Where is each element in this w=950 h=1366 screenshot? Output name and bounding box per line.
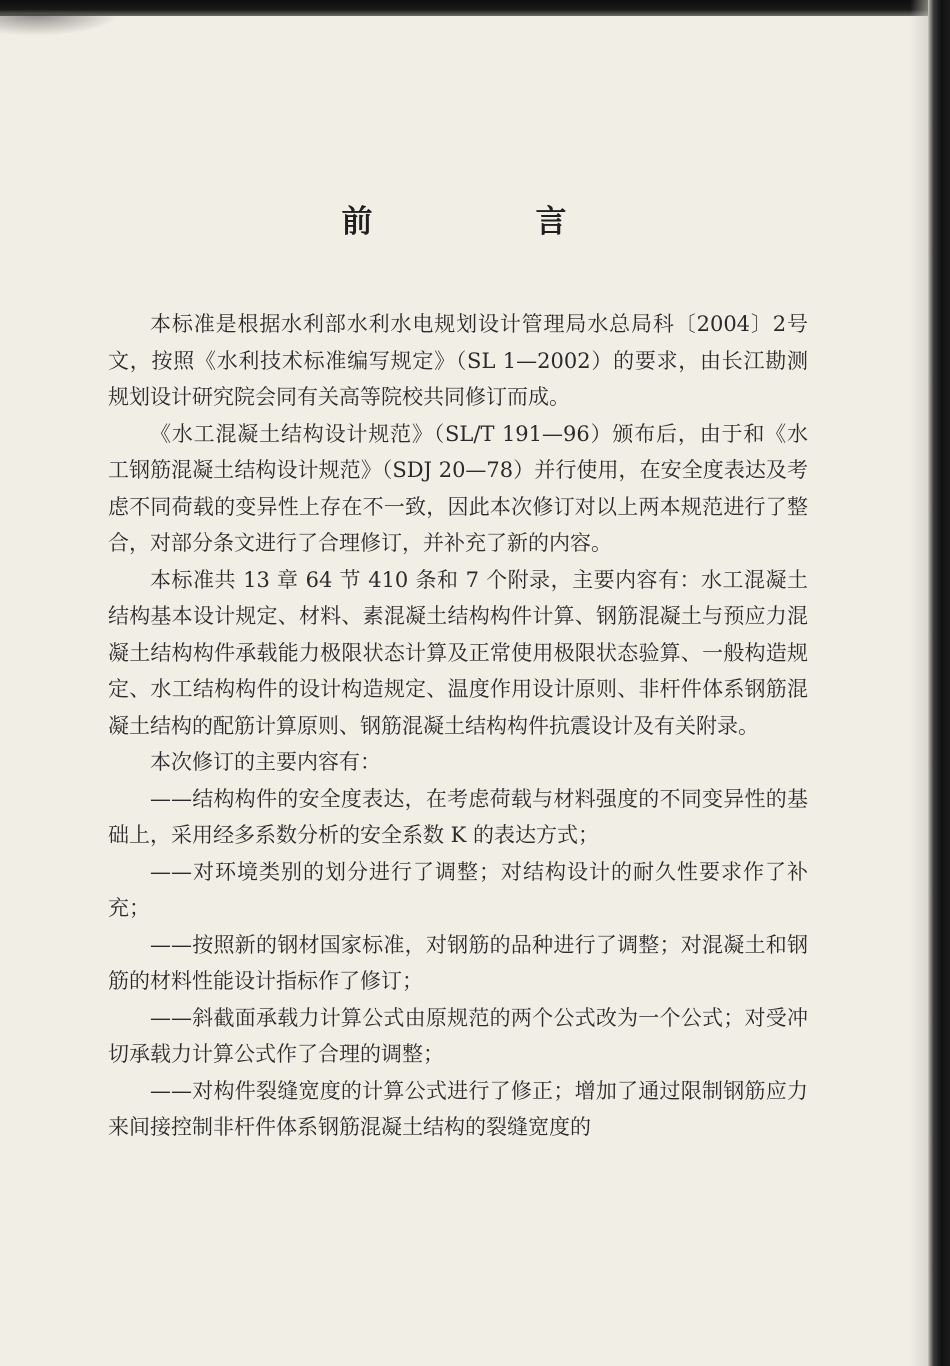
- scan-smudge: [0, 14, 120, 36]
- revision-item: ——按照新的钢材国家标准，对钢筋的品种进行了调整；对混凝土和钢筋的材料性能设计指标作了修订；: [108, 932, 808, 993]
- paragraph-background: 《水工混凝土结构设计规范》（SL/T 191—96）颁布后，由于和《水工钢筋混凝土结构设计规范》（SDJ 20—78）并行使用，在安全度表达及考虑不同荷载的变异性上存在不一致，因此本次修订对以上两本规范进行了整合，对部分条文进行了合理修订，并补充了新的内容。: [108, 421, 808, 555]
- revision-item: ——斜截面承载力计算公式由原规范的两个公式改为一个公式；对受冲切承载力计算公式作了合理的调整；: [108, 1005, 808, 1066]
- scan-right-edge: [928, 0, 950, 1366]
- page-title: 前 言: [341, 204, 633, 240]
- paragraph-revision-intro: 本次修订的主要内容有：: [150, 750, 381, 774]
- revision-item: ——对环境类别的划分进行了调整；对结构设计的耐久性要求作了补充；: [108, 859, 808, 920]
- document-body: [108, 306, 808, 1146]
- revision-item: ——结构构件的安全度表达，在考虑荷载与材料强度的不同变异性的基础上，采用经多系数分析的安全系数 K 的表达方式；: [108, 786, 808, 847]
- paragraph-scope: 本标准共 13 章 64 节 410 条和 7 个附录，主要内容有：水工混凝土结构基本设计规定、材料、素混凝土结构构件计算、钢筋混凝土与预应力混凝土结构构件承载能力极限状态计算及正常使用极限状态验算、一般构造规定、水工结构构件的设计构造规定、温度作用设计原则、非杆件体系钢筋混凝土结构的配筋计算原则、钢筋混凝土结构构件抗震设计及有关附录。: [108, 567, 808, 738]
- scan-top-edge: [0, 0, 950, 16]
- paragraph-basis: 本标准是根据水利部水利水电规划设计管理局水总局科〔2004〕2号文，按照《水利技术标准编写规定》（SL 1—2002）的要求，由长江勘测规划设计研究院会同有关高等院校共同修订而成。: [108, 312, 808, 409]
- revision-item: ——对构件裂缝宽度的计算公式进行了修正；增加了通过限制钢筋应力来间接控制非杆件体系钢筋混凝土结构的裂缝宽度的: [108, 1078, 808, 1139]
- page-gutter-shadow: [910, 0, 928, 1366]
